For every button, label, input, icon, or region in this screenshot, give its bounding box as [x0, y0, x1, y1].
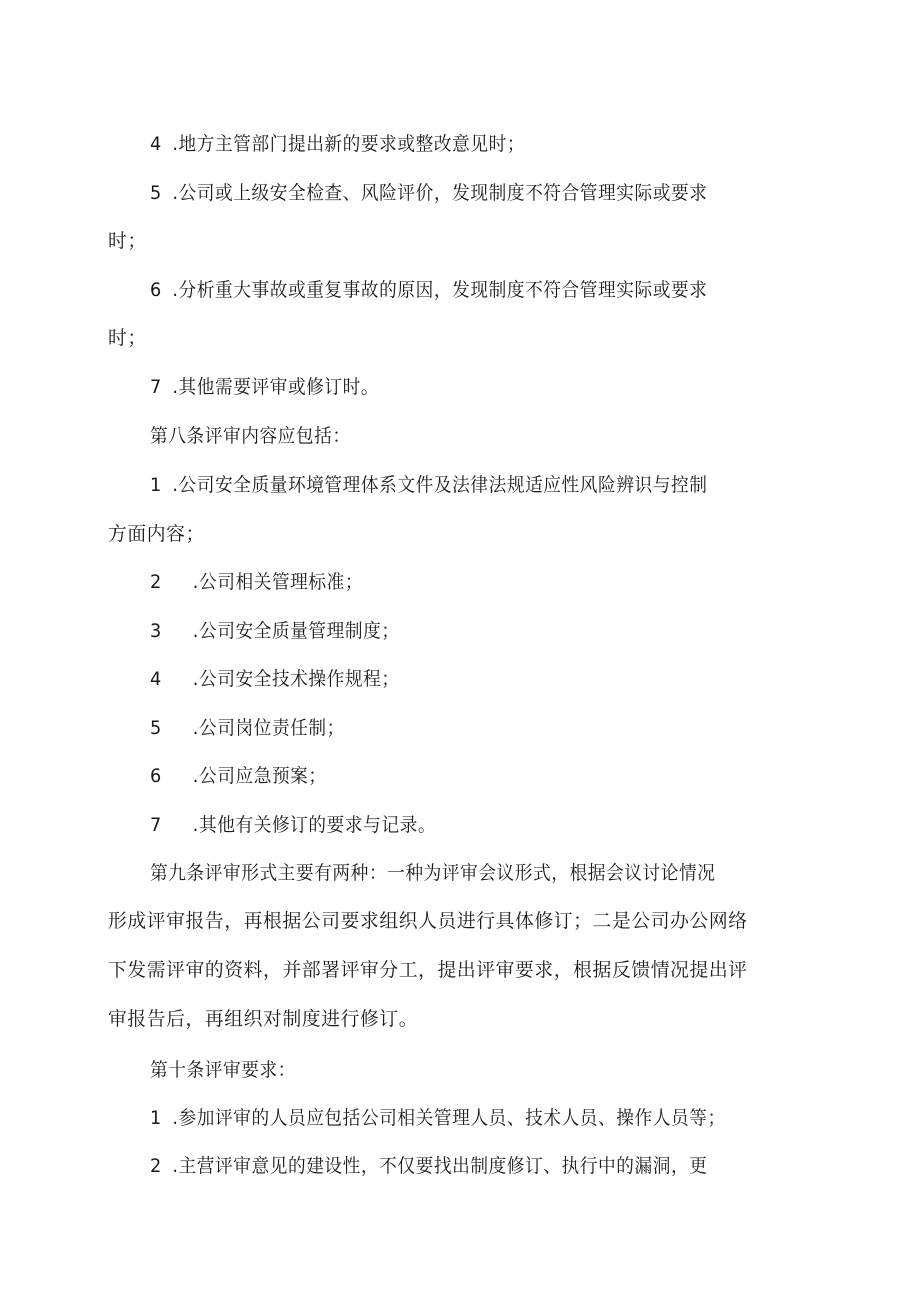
text-line — [108, 522, 820, 546]
text-line — [108, 1007, 820, 1031]
item-number: 2 — [150, 1155, 162, 1177]
item-number: 4 — [150, 133, 162, 155]
text-line — [108, 229, 820, 253]
article-heading — [150, 424, 820, 448]
item-number: 3 — [150, 620, 162, 642]
item-text: 第八条评审内容应包括： — [150, 425, 351, 447]
item-text: 第九条评审形式主要有两种：一种为评审会议形式，根据会议讨论情况 — [150, 862, 716, 884]
item-text: .分析重大事故或重复事故的原因，发现制度不符合管理实际或要求 — [172, 279, 708, 301]
list-item — [150, 716, 820, 740]
item-text: .公司安全质量管理制度； — [192, 620, 400, 642]
item-text: 形成评审报告，再根据公司要求组织人员进行具体修订；二是公司办公网络 — [108, 910, 748, 932]
list-item — [150, 667, 820, 691]
item-number: 1 — [150, 474, 162, 496]
article-heading — [150, 1058, 820, 1082]
text-line — [108, 326, 820, 350]
list-item — [150, 278, 820, 302]
list-item — [150, 1106, 820, 1130]
item-text: .地方主管部门提出新的要求或整改意见时； — [172, 133, 526, 155]
list-item — [150, 570, 820, 594]
item-text: .其他有关修订的要求与记录。 — [192, 814, 437, 836]
item-number: 5 — [150, 182, 162, 204]
item-number: 4 — [150, 668, 162, 690]
item-text: .参加评审的人员应包括公司相关管理人员、技术人员、操作人员等； — [172, 1107, 726, 1129]
item-text: .公司岗位责任制； — [192, 717, 345, 739]
item-text: 下发需评审的资料，并部署评审分工，提出评审要求，根据反馈情况提出评 — [108, 959, 748, 981]
item-number: 6 — [150, 765, 162, 787]
item-number: 5 — [150, 717, 162, 739]
item-text: 时； — [108, 230, 147, 252]
list-item — [150, 1154, 820, 1178]
item-text: .公司安全技术操作规程； — [192, 668, 400, 690]
item-number: 6 — [150, 279, 162, 301]
item-text: 第十条评审要求： — [150, 1059, 296, 1081]
item-number: 1 — [150, 1107, 162, 1129]
item-text: 审报告后，再组织对制度进行修订。 — [108, 1008, 419, 1030]
article-paragraph — [150, 861, 820, 885]
item-text: 方面内容； — [108, 523, 205, 545]
item-text: .公司安全质量环境管理体系文件及法律法规适应性风险辨识与控制 — [172, 474, 708, 496]
item-text: .公司应急预案； — [192, 765, 327, 787]
list-item — [150, 619, 820, 643]
list-item — [150, 813, 820, 837]
item-number: 2 — [150, 571, 162, 593]
list-item — [150, 764, 820, 788]
text-line — [108, 958, 820, 982]
list-item — [150, 473, 820, 497]
item-text: .公司相关管理标准； — [192, 571, 364, 593]
item-text: .其他需要评审或修订时。 — [172, 376, 380, 398]
text-line — [108, 909, 820, 933]
list-item — [150, 132, 820, 156]
list-item — [150, 375, 820, 399]
list-item — [150, 181, 820, 205]
item-number: 7 — [150, 814, 162, 836]
item-text: 时； — [108, 327, 147, 349]
item-text: .公司或上级安全检查、风险评价，发现制度不符合管理实际或要求 — [172, 182, 708, 204]
item-text: .主营评审意见的建设性，不仅要找出制度修订、执行中的漏洞，更 — [172, 1155, 708, 1177]
item-number: 7 — [150, 376, 162, 398]
